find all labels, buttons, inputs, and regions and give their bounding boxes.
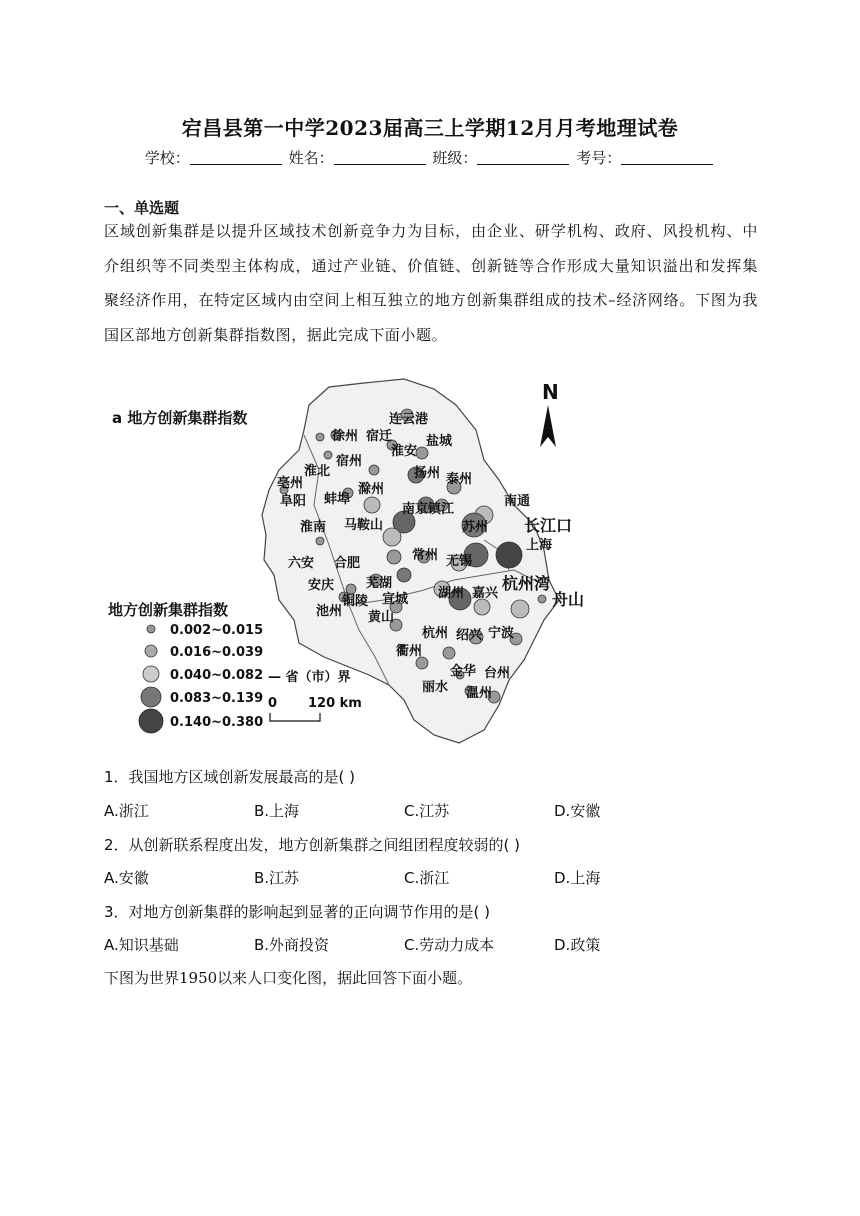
legend-swatch-2 bbox=[145, 645, 157, 657]
question-1-stem: 1．我国地方区域创新发展最高的是( ) bbox=[104, 768, 356, 786]
legend-label-5: 0.140~0.380 bbox=[170, 715, 264, 730]
question-2-stem: 2．从创新联系程度出发，地方创新集群之间组团程度较弱的( ) bbox=[104, 836, 521, 854]
closing-text: 下图为世界1950以来人口变化图，据此回答下面小题。 bbox=[104, 969, 473, 987]
city-xuancheng: 宣城 bbox=[382, 592, 409, 607]
legend-swatch-5 bbox=[139, 709, 163, 733]
name-blank[interactable] bbox=[334, 150, 426, 165]
boundary-legend: — 省（市）界 bbox=[268, 670, 351, 685]
exam-number-blank[interactable] bbox=[621, 150, 713, 165]
q3-option-c[interactable]: C.劳动力成本 bbox=[404, 936, 495, 954]
city-bengbu: 蚌埠 bbox=[324, 492, 351, 507]
scale-bar bbox=[270, 713, 320, 721]
legend-label-4: 0.083~0.139 bbox=[170, 691, 264, 706]
city-taizhou-jiangsu: 泰州 bbox=[446, 472, 473, 487]
city-wenzhou: 温州 bbox=[466, 686, 493, 701]
city-hangzhou: 杭州 bbox=[422, 626, 449, 641]
q3-option-b[interactable]: B.外商投资 bbox=[254, 936, 330, 954]
passage-text: 区域创新集群是以提升区域技术创新竞争力为目标，由企业、研学机构、政府、风投机构、中介组织等不同类型主体构成，通过产业链、价值链、创新链等合作形成大量知识溢出和发挥集聚经济作用，在特定区域内由空间上相互独立的地方创新集群组成的技术–经济网络。下图为我国区部地方创新集群指数图，据此完成下面小题。 bbox=[104, 222, 758, 344]
class-label: 班级： bbox=[432, 149, 478, 167]
city-bozhou: 亳州 bbox=[277, 476, 304, 491]
question-3-stem: 3．对地方创新集群的影响起到显著的正向调节作用的是( ) bbox=[104, 903, 491, 921]
city-jinhua: 金华 bbox=[450, 664, 477, 679]
city-suqian: 宿迁 bbox=[366, 429, 393, 444]
school-blank[interactable] bbox=[190, 150, 282, 165]
city-chuzhou: 滁州 bbox=[358, 482, 385, 497]
class-blank[interactable] bbox=[477, 150, 569, 165]
city-shaoxing: 绍兴 bbox=[456, 628, 483, 643]
city-suzhou-anhui: 宿州 bbox=[336, 454, 363, 469]
q2-option-d[interactable]: D.上海 bbox=[554, 869, 601, 887]
map-panel-title: a 地方创新集群指数 bbox=[112, 409, 248, 427]
city-yancheng: 盐城 bbox=[426, 434, 453, 449]
north-label: N bbox=[542, 380, 559, 404]
city-nanjing: 南京 bbox=[402, 502, 429, 517]
city-huainan: 淮南 bbox=[300, 520, 327, 535]
city-maanshan: 马鞍山 bbox=[344, 518, 384, 533]
city-chizhou: 池州 bbox=[316, 604, 343, 619]
legend-title: 地方创新集群指数 bbox=[108, 601, 229, 619]
city-zhoushan: 舟山 bbox=[552, 590, 585, 609]
q1-option-c[interactable]: C.江苏 bbox=[404, 802, 450, 820]
north-arrow-icon bbox=[540, 405, 556, 447]
city-yangzhou: 扬州 bbox=[414, 466, 441, 481]
legend-swatch-3 bbox=[143, 666, 159, 682]
legend-swatch-4 bbox=[141, 687, 161, 707]
city-tongling: 铜陵 bbox=[342, 594, 369, 609]
legend-swatch-1 bbox=[147, 625, 155, 633]
section-heading: 一、单选题 bbox=[104, 199, 180, 217]
q2-option-c[interactable]: C.浙江 bbox=[404, 869, 450, 887]
city-taizhou-zhejiang: 台州 bbox=[484, 666, 511, 681]
city-suzhou-jiangsu: 苏州 bbox=[462, 520, 489, 535]
city-fuyang: 阜阳 bbox=[280, 494, 307, 509]
scale-zero: 0 bbox=[268, 696, 278, 711]
city-lishui: 丽水 bbox=[422, 680, 449, 695]
city-huangshan: 黄山 bbox=[368, 610, 395, 625]
student-info-line bbox=[0, 147, 860, 168]
q1-option-a[interactable]: A.浙江 bbox=[104, 802, 149, 820]
city-anqing: 安庆 bbox=[308, 578, 335, 593]
city-huaian: 淮安 bbox=[391, 444, 418, 459]
city-luan: 六安 bbox=[288, 556, 315, 571]
q1-option-d[interactable]: D.安徽 bbox=[554, 802, 601, 820]
q2-option-b[interactable]: B.江苏 bbox=[254, 869, 300, 887]
name-label: 姓名： bbox=[288, 149, 334, 167]
scale-label: 120 km bbox=[308, 696, 362, 711]
q2-option-a[interactable]: A.安徽 bbox=[104, 869, 149, 887]
city-nantong: 南通 bbox=[504, 494, 531, 509]
city-lianyungang: 连云港 bbox=[389, 412, 429, 427]
city-wuxi: 无锡 bbox=[446, 554, 473, 569]
city-hefei: 合肥 bbox=[334, 556, 361, 571]
city-huaibei: 淮北 bbox=[304, 464, 331, 479]
legend-label-3: 0.040~0.082 bbox=[170, 668, 264, 683]
city-shanghai: 上海 bbox=[526, 538, 553, 553]
exam-title: 宕昌县第一中学2023届高三上学期12月月考地理试卷 bbox=[181, 116, 679, 140]
city-quzhou: 衢州 bbox=[396, 644, 423, 659]
school-label: 学校： bbox=[144, 149, 190, 167]
city-changzhou: 常州 bbox=[412, 548, 439, 563]
city-xuzhou: 徐州 bbox=[332, 429, 359, 444]
label-hangzhouwan: 杭州湾 bbox=[502, 574, 551, 593]
legend bbox=[139, 623, 263, 733]
city-wuhu: 芜湖 bbox=[366, 576, 393, 591]
exam-number-label: 考号： bbox=[576, 149, 622, 167]
innovation-cluster-map bbox=[104, 375, 624, 747]
legend-label-2: 0.016~0.039 bbox=[170, 645, 264, 660]
q3-option-d[interactable]: D.政策 bbox=[554, 936, 601, 954]
label-changjiangkou: 长江口 bbox=[524, 516, 573, 535]
city-ningbo: 宁波 bbox=[488, 626, 515, 641]
q1-option-b[interactable]: B.上海 bbox=[254, 802, 300, 820]
city-huzhou: 湖州 bbox=[438, 586, 465, 601]
legend-label-1: 0.002~0.015 bbox=[170, 623, 264, 638]
city-jiaxing: 嘉兴 bbox=[472, 586, 499, 601]
q3-option-a[interactable]: A.知识基础 bbox=[104, 936, 179, 954]
city-zhenjiang: 镇江 bbox=[428, 502, 455, 517]
